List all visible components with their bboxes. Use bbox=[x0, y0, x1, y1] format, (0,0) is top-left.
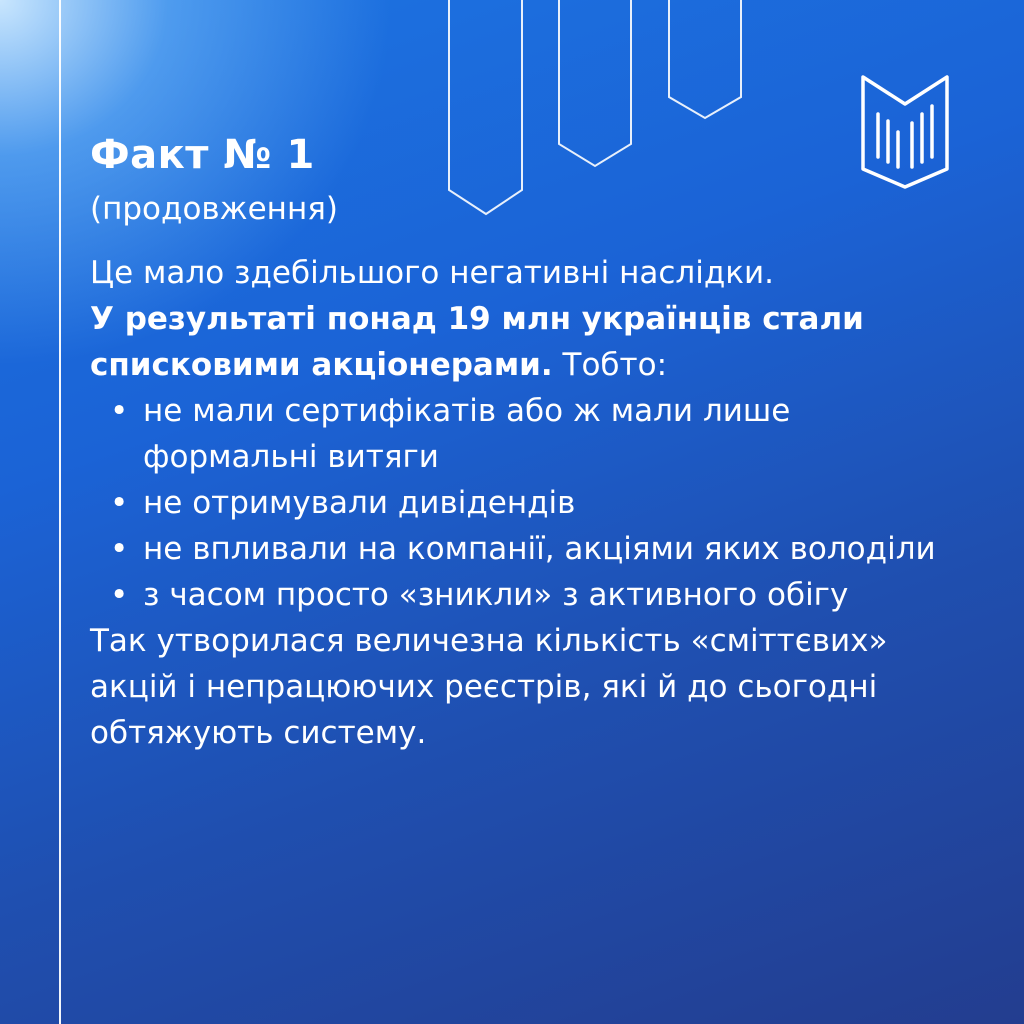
fact-title: Факт № 1 bbox=[90, 132, 315, 178]
fact-subtitle: (продовження) bbox=[90, 191, 338, 227]
list-item-text: не впливали на компанії, акціями яких володіли bbox=[143, 531, 936, 567]
bullet-icon: • bbox=[110, 577, 129, 613]
pennant-shape-left bbox=[449, 0, 522, 214]
statement-tail: Тобто: bbox=[552, 347, 668, 383]
list-item bbox=[90, 388, 950, 480]
list-item bbox=[90, 480, 950, 526]
list-item bbox=[90, 572, 950, 618]
consequences-list bbox=[90, 388, 950, 618]
bullet-icon: • bbox=[110, 531, 129, 567]
book-chart-logo-icon bbox=[860, 74, 950, 190]
list-item bbox=[90, 526, 950, 572]
bullet-icon: • bbox=[110, 393, 129, 429]
statement-paragraph bbox=[90, 296, 950, 388]
list-item-text: не мали сертифікатів або ж мали лише формальні витяги bbox=[143, 393, 791, 475]
pennant-shape-middle bbox=[559, 0, 631, 166]
intro-text: Це мало здебільшого негативні наслідки. bbox=[90, 255, 774, 291]
conclusion-text: Так утворилася величезна кількість «сміттєвих» акцій і непрацюючих реєстрів, які й до сьогодні обтяжують систему. bbox=[90, 623, 888, 751]
list-item-text: з часом просто «зникли» з активного обігу bbox=[143, 577, 849, 613]
list-item-text: не отримували дивідендів bbox=[143, 485, 576, 521]
fact-body bbox=[90, 250, 950, 756]
bullet-icon: • bbox=[110, 485, 129, 521]
bold-statement: У результаті понад 19 млн українців стали списковими акціонерами. bbox=[90, 301, 864, 383]
pennant-shape-right bbox=[669, 0, 741, 118]
